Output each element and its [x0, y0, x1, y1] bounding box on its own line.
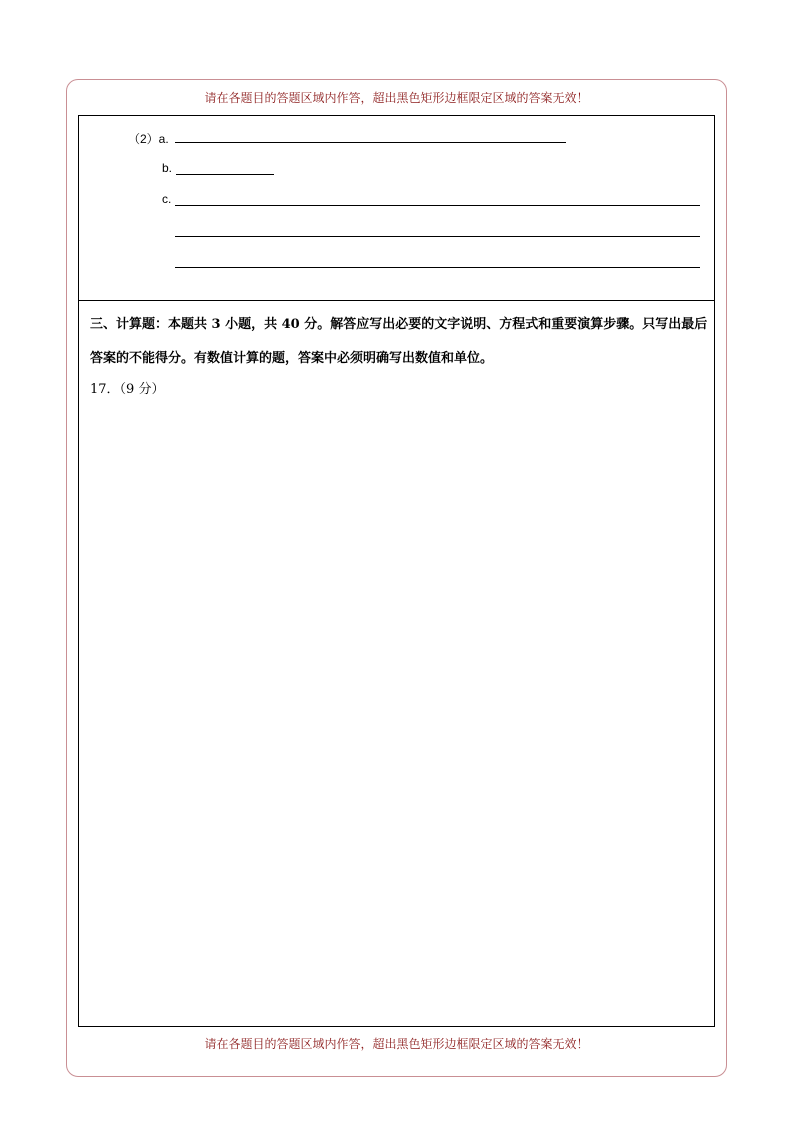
- warning-footer: 请在各题目的答题区域内作答，超出黑色矩形边框限定区域的答案无效！: [204, 1037, 589, 1051]
- answer-box-q17[interactable]: [78, 300, 715, 1027]
- section3-instructions: 三、计算题：本题共 3 小题，共 40 分。解答应写出必要的文字说明、方程式和重要演算步骤。只写出最后答案的不能得分。有数值计算的题，答案中必须明确写出数值和单位。: [90, 317, 708, 366]
- q17-label: 17．（9 分）: [90, 382, 165, 397]
- warning-header: 请在各题目的答题区域内作答，超出黑色矩形边框限定区域的答案无效！: [204, 91, 589, 105]
- q16-c-answer-line-3[interactable]: [175, 267, 700, 268]
- q16-c-answer-line-2[interactable]: [175, 236, 700, 237]
- q16-b-label: b.: [162, 161, 173, 175]
- q16-b-answer-line[interactable]: [176, 174, 274, 175]
- q16-c-answer-line-1[interactable]: [175, 205, 700, 206]
- q16-a-answer-line[interactable]: [175, 142, 566, 143]
- q16-c-label: c.: [162, 192, 172, 206]
- q16-part2-label: （2）a.: [128, 132, 169, 146]
